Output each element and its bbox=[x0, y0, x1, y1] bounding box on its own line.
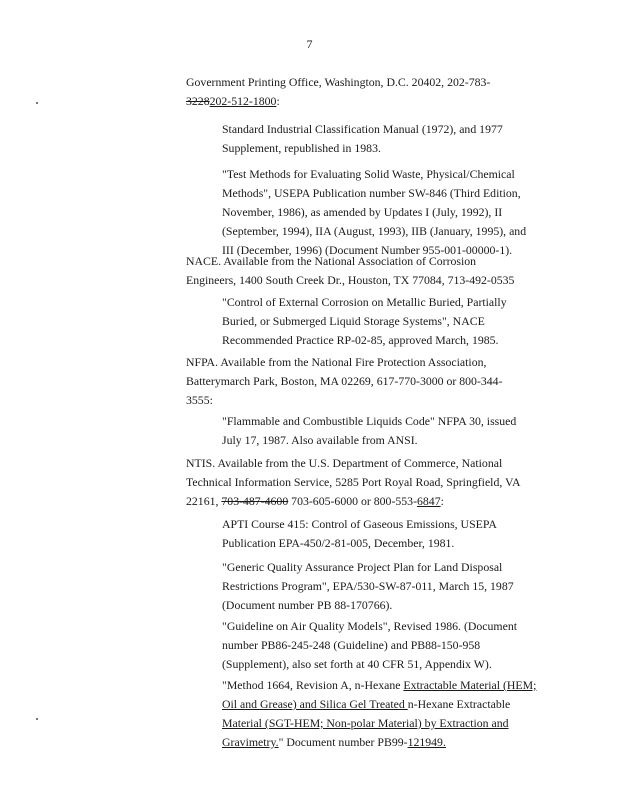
sw846-reference: "Test Methods for Evaluating Solid Waste, Physical/Chemical Methods", USEPA Publication number SW-846 (Third Edition, November, 1986), as amended by Updates I (July, 1992), II (September, 1994), IIA (August, 1993), IIB (January, 1995), and III (December, 1996) (Document Number 955-001-00000-1). bbox=[222, 167, 527, 257]
inserted-text: 202-512-1800 bbox=[209, 94, 277, 108]
nfpa-organization: NFPA. Available from the National Fire Protection Association, Batterymarch Park, Boston, MA 02269, 617-770-3000 or 800-344- 3555: bbox=[186, 355, 503, 407]
method-1664-reference: "Method 1664, Revision A, n-Hexane Extractable Material (HEM; Oil and Grease) and Silica Gel Treated n-Hexane Extractable Material (SGT-HEM; Non-polar Material) by Extraction and Gravimetry." Document number PB99-121949. bbox=[222, 678, 537, 749]
inserted-text: 6847 bbox=[417, 494, 441, 508]
gpo-reference: Government Printing Office, Washington, D.C. 20402, 202-783- 3228202-512-1800: bbox=[186, 75, 491, 108]
nace-rp-reference: "Control of External Corrosion on Metallic Buried, Partially Buried, or Submerged Liquid Storage Systems", NACE Recommended Practice RP-02-85, approved March, 1985. bbox=[222, 295, 507, 347]
nace-organization: NACE. Available from the National Association of Corrosion Engineers, 1400 South Creek Dr., Houston, TX 77084, 713-492-0535 bbox=[186, 254, 515, 287]
apti-reference: APTI Course 415: Control of Gaseous Emissions, USEPA Publication EPA-450/2-81-005, December, 1981. bbox=[222, 517, 497, 550]
margin-mark bbox=[36, 102, 38, 104]
inserted-text: Oil and Grease) and Silica Gel Treated bbox=[222, 697, 408, 711]
struck-text: 3228 bbox=[186, 94, 210, 108]
struck-text: 703-487-4600 bbox=[221, 494, 289, 508]
margin-mark bbox=[36, 718, 38, 720]
inserted-text: Gravimetry. bbox=[222, 735, 279, 749]
nfpa30-reference: "Flammable and Combustible Liquids Code" NFPA 30, issued July 17, 1987. Also available from ANSI. bbox=[222, 414, 517, 447]
inserted-text: 121949. bbox=[407, 735, 446, 749]
ntis-organization: NTIS. Available from the U.S. Department of Commerce, National Technical Information Service, 5285 Port Royal Road, Springfield, VA 22161, 703-487-4600 703-605-6000 or 800-553-6847: bbox=[186, 456, 521, 508]
inserted-text: Material (SGT-HEM; Non-polar Material) by Extraction and bbox=[222, 716, 509, 730]
inserted-text: Extractable Material (HEM; bbox=[403, 678, 537, 692]
page-number: 7 bbox=[306, 37, 313, 51]
qapp-reference: "Generic Quality Assurance Project Plan for Land Disposal Restrictions Program", EPA/530-SW-87-011, March 15, 1987 (Document number PB 88-170766). bbox=[222, 560, 514, 612]
sic-manual-reference: Standard Industrial Classification Manual (1972), and 1977 Supplement, republished in 1983. bbox=[222, 122, 503, 155]
air-quality-models-reference: "Guideline on Air Quality Models", Revised 1986. (Document number PB86-245-248 (Guideline) and PB88-150-958 (Supplement), also set forth at 40 CFR 51, Appendix W). bbox=[222, 619, 518, 671]
